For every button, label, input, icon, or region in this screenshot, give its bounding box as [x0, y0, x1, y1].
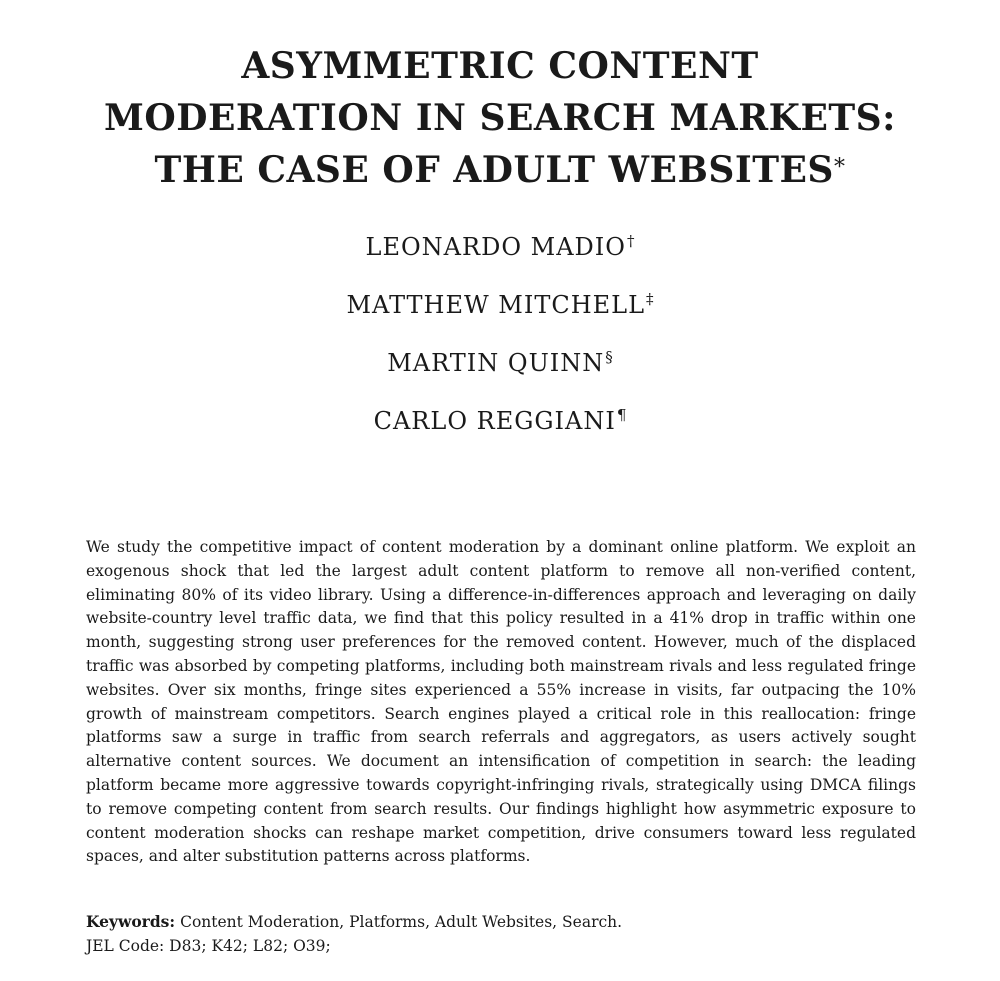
author-name: MATTHEW MITCHELL	[346, 291, 646, 319]
author-3	[0, 336, 1000, 394]
keywords-label: Keywords:	[86, 912, 176, 931]
title-line-3	[0, 144, 1000, 196]
author-footnote-mark: §	[605, 348, 613, 366]
keywords-line	[86, 910, 916, 934]
author-name: MARTIN QUINN	[387, 349, 605, 377]
author-footnote-mark: ¶	[616, 406, 627, 424]
author-1	[0, 220, 1000, 278]
abstract-text: We study the competitive impact of content moderation by a dominant online platform. We exploit an exogenous shock that led the largest adult content platform to remove all non-verified content, eliminating 80% of its video library. Using a difference-in-differences approach and leveraging on daily website-country level traffic data, we find that this policy resulted in a 41% drop in traffic within one month, suggesting strong user preferences for the removed content. However, much of the displaced traffic was absorbed by competing platforms, including both mainstream rivals and less regulated fringe websites. Over six months, fringe sites experienced a 55% increase in visits, far outpacing the 10% growth of mainstream competitors. Search engines played a critical role in this reallocation: fringe platforms saw a surge in traffic from search referrals and aggregators, as users actively sought alternative content sources. We document an intensification of competition in search: the leading platform became more aggressive towards copyright-infringing rivals, strategically using DMCA filings to remove competing content from search results. Our findings highlight how asymmetric exposure to content moderation shocks can reshape market competition, drive consumers toward less regulated spaces, and alter substitution patterns across platforms.	[86, 538, 916, 866]
author-2	[0, 278, 1000, 336]
author-name: CARLO REGGIANI	[373, 407, 616, 435]
author-4	[0, 394, 1000, 452]
paper-title	[0, 40, 1000, 196]
author-footnote-mark: †	[626, 232, 635, 250]
author-footnote-mark: ‡	[646, 290, 654, 308]
keywords-value: Content Moderation, Platforms, Adult Websites, Search.	[180, 913, 623, 931]
title-footnote-mark: *	[833, 155, 846, 180]
title-line-3-text: THE CASE OF ADULT WEBSITES	[154, 149, 834, 191]
author-list	[0, 220, 1000, 452]
title-line-1: ASYMMETRIC CONTENT	[241, 45, 759, 87]
title-line-2: MODERATION IN SEARCH MARKETS:	[104, 97, 896, 139]
author-name: LEONARDO MADIO	[365, 233, 626, 261]
jel-codes: JEL Code: D83; K42; L82; O39;	[86, 937, 331, 955]
